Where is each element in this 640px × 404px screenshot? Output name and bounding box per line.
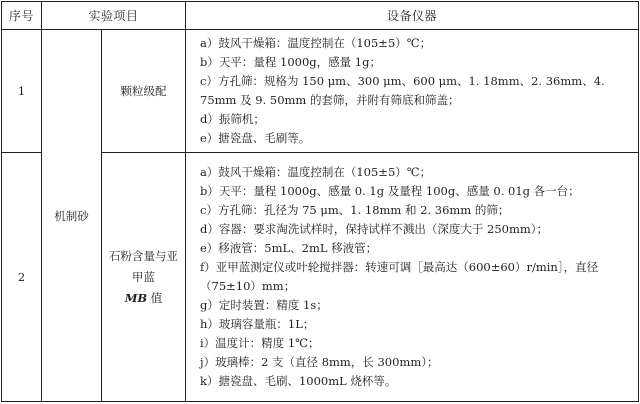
table-header-row [2,2,639,30]
table-row [2,30,639,153]
equipment-item: k）搪瓷盘、毛刷、1000mL 烧杯等。 [200,374,397,388]
equipment-table [1,1,639,402]
equipment-list [186,30,639,153]
row-number: 1 [2,30,42,153]
equipment-item: d）振筛机； [200,112,265,126]
equipment-item: b）天平：量程 1000g、感量 0. 1g 及量程 100g、感量 0. 01g 各一台； [200,184,580,198]
test-name-text: 石粉含量与亚甲蓝 [109,248,178,284]
equipment-item: e）移液管：5mL、2mL 移液管； [200,241,378,255]
equipment-item: j）玻璃棒：2 支（直径 8mm，长 300mm）； [200,355,439,369]
equipment-item: c）方孔筛：规格为 150 μm、300 μm、600 μm、1. 18mm、2. 36mm、4. 75mm 及 9. 50mm 的套筛，并附有筛底和筛盖； [200,74,605,107]
header-no: 序号 [2,2,42,30]
row-number: 2 [2,153,42,402]
equipment-item: d）容器：要求淘洗试样时，保持试样不溅出（深度大于 250mm）； [200,222,549,236]
equipment-item: b）天平：量程 1000g，感量 1g； [200,55,381,69]
equipment-item: h）玻璃容量瓶：1L； [200,317,315,331]
test-name-suffix: 值 [150,290,163,305]
equipment-item: f）亚甲蓝测定仪或叶轮搅拌器：转速可调［最高达（600±60）r/min］，直径（75±10）mm； [200,260,599,293]
equipment-item: e）搪瓷盘、毛刷等。 [200,131,311,145]
equipment-item: c）方孔筛：孔径为 75 μm、1. 18mm 和 2. 36mm 的筛； [200,203,510,217]
equipment-item: a）鼓风干燥箱：温度控制在（105±5）℃； [200,165,432,179]
equipment-item: i）温度计：精度 1℃； [200,336,320,350]
equipment-item: a）鼓风干燥箱：温度控制在（105±5）℃； [200,36,432,50]
header-equipment: 设备仪器 [186,2,639,30]
header-project: 实验项目 [42,2,186,30]
equipment-item: g）定时装置：精度 1s； [200,298,328,312]
equipment-list [186,153,639,402]
test-name: 颗粒级配 [102,30,186,153]
category-cell: 机制砂 [42,30,102,402]
test-name-mb: MB [124,290,148,305]
test-name [102,153,186,402]
